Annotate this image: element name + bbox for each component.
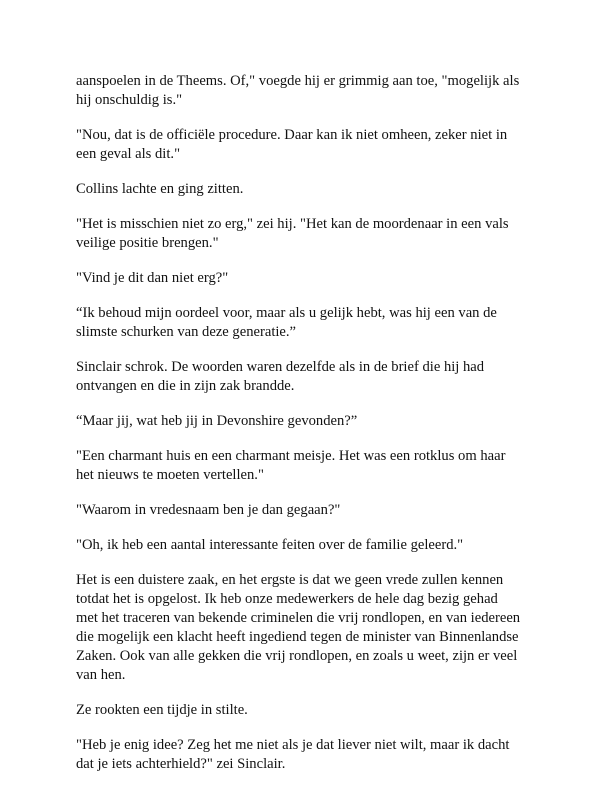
document-page: [76, 72, 546, 790]
paragraph: “Ik behoud mijn oordeel voor, maar als u gelijk hebt, was hij een van de slimste schurken van deze generatie.”: [76, 305, 497, 340]
paragraph: "Oh, ik heb een aantal interessante feiten over de familie geleerd.": [76, 537, 464, 553]
paragraph: "Het is misschien niet zo erg," zei hij. "Het kan de moordenaar in een vals veilige positie brengen.": [76, 216, 509, 251]
paragraph: Collins lachte en ging zitten.: [76, 181, 244, 197]
paragraph: Ze rookten een tijdje in stilte.: [76, 702, 248, 718]
paragraph: "Waarom in vredesnaam ben je dan gegaan?": [76, 502, 341, 518]
paragraph: aanspoelen in de Theems. Of," voegde hij er grimmig aan toe, "mogelijk als hij onschuldig is.": [76, 73, 520, 108]
paragraph: Sinclair schrok. De woorden waren dezelfde als in de brief die hij had ontvangen en die in zijn zak brandde.: [76, 359, 485, 394]
paragraph: "Een charmant huis en een charmant meisje. Het was een rotklus om haar het nieuws te moeten vertellen.": [76, 448, 506, 483]
paragraph: "Heb je enig idee? Zeg het me niet als je dat liever niet wilt, maar ik dacht dat je iets achterhield?" zei Sinclair.: [76, 737, 510, 772]
paragraph: "Vind je dit dan niet erg?": [76, 270, 229, 286]
paragraph: "Nou, dat is de officiële procedure. Daar kan ik niet omheen, zeker niet in een geval als dit.": [76, 127, 508, 162]
paragraph: Het is een duistere zaak, en het ergste is dat we geen vrede zullen kennen totdat het is opgelost. Ik heb onze medewerkers de hele dag bezig gehad met het traceren van bekende criminelen die vrij rondlopen, en van iedereen die mogelijk een klacht heeft ingediend tegen de minister van Binnenlandse Zaken. Ook van alle gekken die vrij rondlopen, en zoals u weet, zijn er veel van hen.: [76, 572, 521, 683]
paragraph: “Maar jij, wat heb jij in Devonshire gevonden?”: [76, 413, 358, 429]
